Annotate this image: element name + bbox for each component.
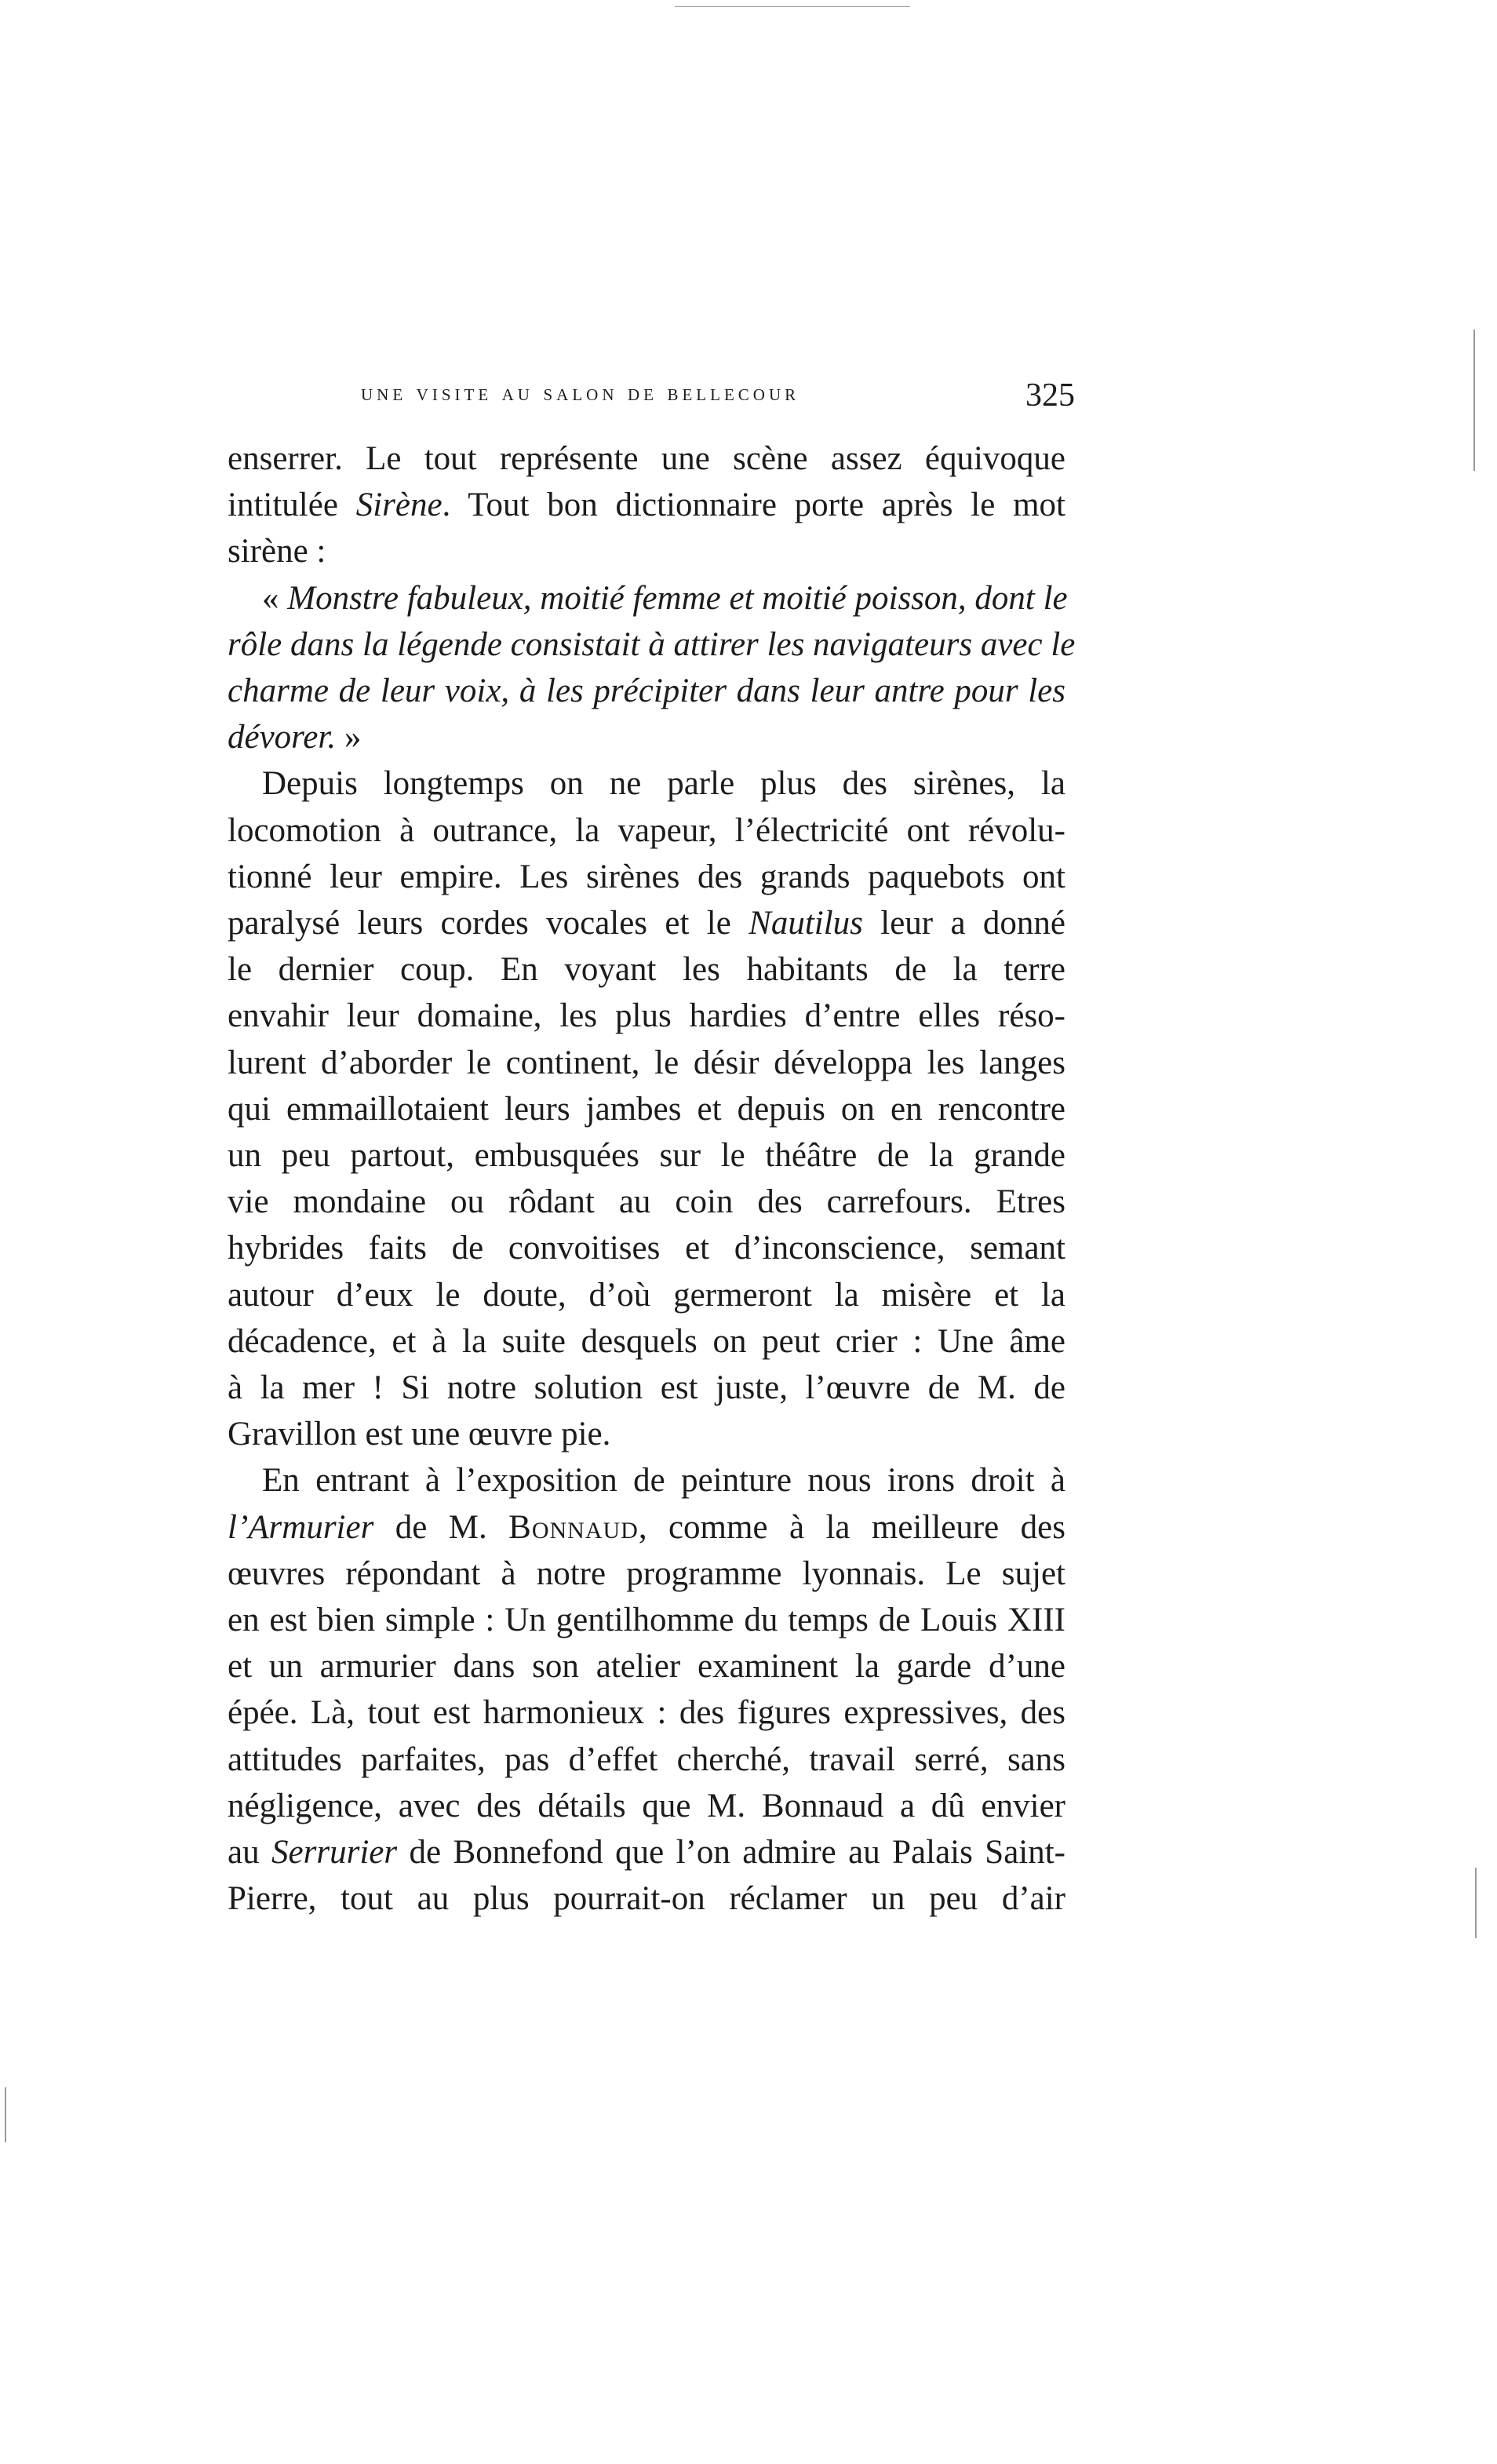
text-line: Gravillon est une œuvre pie.: [228, 1416, 611, 1453]
text-line: le dernier coup. En voyant les habitants de la terre: [228, 951, 1065, 989]
text-line: [228, 575, 1068, 621]
text-line: œuvres répondant à notre programme lyonnais. Le sujet: [228, 1555, 1065, 1592]
running-title: une visite au salon de bellecour: [361, 380, 800, 406]
text-line: qui emmaillotaient leurs jambes et depuis on en rencontre: [228, 1090, 1065, 1128]
text-line: négligence, avec des détails que M. Bonnaud a dû envier: [228, 1787, 1065, 1824]
text-line: attitudes parfaites, pas d’effet cherché, travail serré, sans: [228, 1740, 1065, 1778]
text-line: autour d’eux le doute, d’où germeront la misère et la: [228, 1276, 1065, 1314]
text-run: Monstre fabuleux, moitié femme et moitié poisson, dont le: [287, 579, 1068, 617]
paragraph-1: [228, 436, 1065, 575]
scan-top-mark: [675, 6, 910, 7]
text-run: leur a donné: [862, 905, 1065, 942]
text-line: épée. Là, tout est harmonieux : des figures expressives, des: [228, 1694, 1065, 1732]
text-line: rôle dans la légende consistait à attirer les navigateurs avec le: [228, 625, 1076, 663]
text-line: à la mer ! Si notre solution est juste, l’œuvre de M. de: [228, 1369, 1065, 1407]
text-run: au: [228, 1834, 272, 1872]
text-run: de M.: [373, 1508, 509, 1546]
text-line: décadence, et à la suite desquels on peut crier : Une âme: [228, 1322, 1065, 1360]
italic-title: l’Armurier: [228, 1508, 374, 1546]
text-line: [228, 1829, 1065, 1875]
text-line: Pierre, tout au plus pourrait-on réclamer un peu d’air: [228, 1880, 1065, 1918]
text-line: hybrides faits de convoitises et d’inconscience, semant: [228, 1230, 1065, 1267]
text-line: [228, 1504, 1065, 1551]
text-line: [228, 900, 1065, 946]
text-run: , comme à la meilleure des: [638, 1508, 1065, 1546]
text-run: intitulée: [228, 487, 356, 524]
scan-edge-mark-right: [1473, 330, 1475, 471]
text-run: . Tout bon dictionnaire porte après le mot: [442, 487, 1065, 524]
scan-edge-mark-left: [5, 2087, 6, 2142]
text-line: lurent d’aborder le continent, le désir développa les langes: [228, 1044, 1065, 1081]
text-line: Depuis longtemps on ne parle plus des sirènes, la: [262, 765, 1065, 803]
quote-open-mark: «: [262, 579, 288, 617]
text-line: locomotion à outrance, la vapeur, l’électricité ont révolu-: [228, 811, 1065, 849]
italic-title: Nautilus: [748, 905, 863, 942]
running-head: [228, 377, 1075, 424]
text-line: vie mondaine ou rôdant au coin des carrefours. Etres: [228, 1183, 1065, 1221]
body-text: [228, 436, 1076, 1923]
paragraph-2: [228, 760, 1065, 1457]
italic-title: Serrurier: [271, 1834, 398, 1872]
text-line: enserrer. Le tout représente une scène assez équivoque: [228, 440, 1065, 477]
text-line: charme de leur voix, à les précipiter dans leur antre pour les: [228, 672, 1065, 710]
page-number: 325: [1025, 377, 1075, 414]
scan-edge-mark-right-lower: [1475, 1868, 1477, 1938]
italic-title: Sirène: [355, 487, 443, 524]
text-line: un peu partout, embusquées sur le théâtre de la grande: [228, 1137, 1065, 1175]
paragraph-3: [228, 1457, 1065, 1922]
text-run: dévorer.: [228, 719, 337, 756]
text-line: et un armurier dans son atelier examinent la garde d’une: [228, 1648, 1065, 1686]
text-line: sirène :: [228, 533, 326, 570]
small-caps-name: Bonnaud: [508, 1508, 639, 1546]
text-line: tionné leur empire. Les sirènes des grands paquebots ont: [228, 858, 1065, 895]
quote-close-mark: »: [336, 719, 362, 756]
text-line: En entrant à l’exposition de peinture nous irons droit à: [262, 1462, 1065, 1500]
text-line: [228, 482, 1065, 528]
text-run: de Bonnefond que l’on admire au Palais Saint-: [397, 1834, 1065, 1872]
text-run: paralysé leurs cordes vocales et le: [228, 905, 749, 942]
dictionary-quote: [228, 575, 1076, 761]
text-line: [228, 714, 1065, 760]
text-line: en est bien simple : Un gentilhomme du temps de Louis XIII: [228, 1602, 1065, 1639]
text-line: envahir leur domaine, les plus hardies d’entre elles réso-: [228, 997, 1065, 1035]
